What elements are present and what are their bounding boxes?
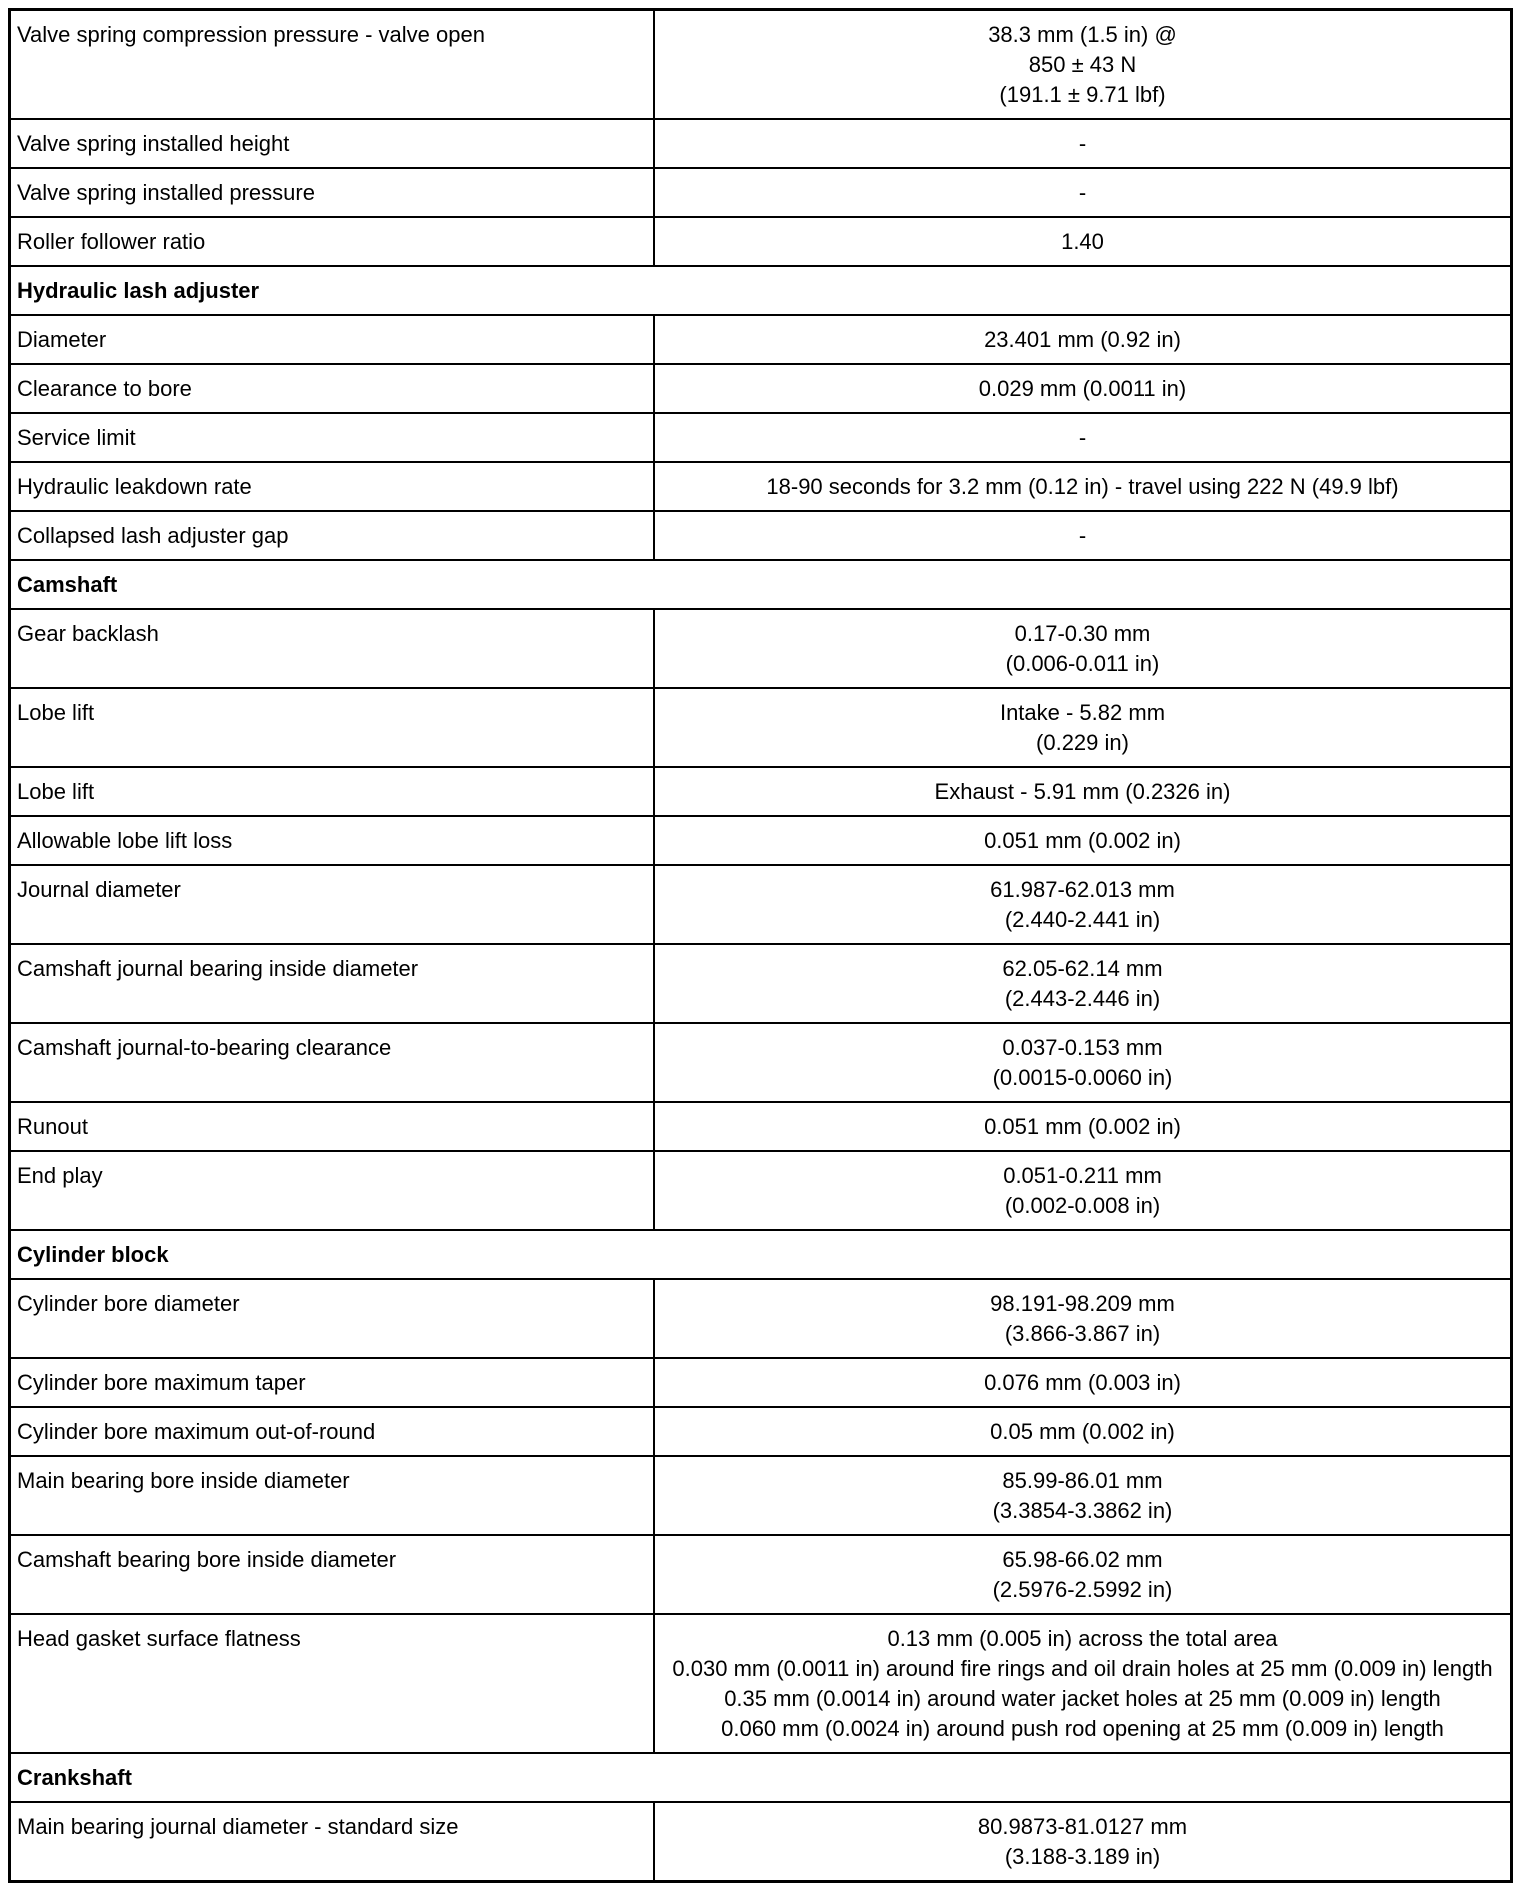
spec-value-line: - <box>1078 180 1087 205</box>
spec-label: Valve spring installed height <box>10 119 655 168</box>
spec-value <box>654 1456 1512 1535</box>
spec-value-line: 0.35 mm (0.0014 in) around water jacket holes at 25 mm (0.009 in) length <box>724 1686 1441 1711</box>
section-header-row <box>10 1753 1512 1802</box>
spec-row <box>10 119 1512 168</box>
spec-value <box>654 511 1512 560</box>
spec-row <box>10 168 1512 217</box>
spec-value-line: 80.9873-81.0127 mm <box>977 1814 1188 1839</box>
spec-label: Camshaft journal-to-bearing clearance <box>10 1023 655 1102</box>
spec-label: Valve spring compression pressure - valve open <box>10 10 655 120</box>
spec-row <box>10 1102 1512 1151</box>
spec-value <box>654 688 1512 767</box>
section-title: Hydraulic lash adjuster <box>10 266 1512 315</box>
spec-row <box>10 413 1512 462</box>
spec-value-line: - <box>1078 131 1087 156</box>
specification-table-body <box>10 10 1512 1882</box>
spec-value-line: 0.17-0.30 mm <box>1014 621 1151 646</box>
section-header-row <box>10 1230 1512 1279</box>
spec-row <box>10 609 1512 688</box>
spec-value <box>654 1023 1512 1102</box>
spec-row <box>10 816 1512 865</box>
spec-row <box>10 767 1512 816</box>
spec-label: Hydraulic leakdown rate <box>10 462 655 511</box>
spec-value-line: 0.030 mm (0.0011 in) around fire rings and oil drain holes at 25 mm (0.009 in) length <box>672 1656 1493 1681</box>
section-header-row <box>10 560 1512 609</box>
spec-document <box>8 8 1513 1883</box>
spec-value-line: (0.006-0.011 in) <box>1005 651 1160 676</box>
spec-value-line: 0.051 mm (0.002 in) <box>984 1114 1181 1139</box>
spec-value-line: 0.076 mm (0.003 in) <box>984 1370 1181 1395</box>
spec-label: Lobe lift <box>10 767 655 816</box>
spec-value-line: 0.060 mm (0.0024 in) around push rod opening at 25 mm (0.009 in) length <box>721 1716 1444 1741</box>
spec-value-line: 850 ± 43 N <box>1028 52 1137 77</box>
spec-label: Valve spring installed pressure <box>10 168 655 217</box>
spec-row <box>10 1614 1512 1753</box>
spec-value-line: (2.440-2.441 in) <box>1004 907 1161 932</box>
spec-row <box>10 315 1512 364</box>
spec-label: Journal diameter <box>10 865 655 944</box>
spec-value <box>654 865 1512 944</box>
section-title: Camshaft <box>10 560 1512 609</box>
spec-value-line: (0.229 in) <box>1036 730 1129 755</box>
spec-value-line: (0.002-0.008 in) <box>1004 1193 1161 1218</box>
spec-row <box>10 865 1512 944</box>
spec-row <box>10 1802 1512 1882</box>
spec-label: Cylinder bore maximum taper <box>10 1358 655 1407</box>
spec-value <box>654 462 1512 511</box>
spec-value <box>654 609 1512 688</box>
spec-value <box>654 1151 1512 1230</box>
spec-label: Gear backlash <box>10 609 655 688</box>
spec-label: Main bearing journal diameter - standard size <box>10 1802 655 1882</box>
spec-value-line: (2.5976-2.5992 in) <box>992 1577 1173 1602</box>
spec-label: Camshaft bearing bore inside diameter <box>10 1535 655 1614</box>
spec-row <box>10 1023 1512 1102</box>
spec-value-line: 0.05 mm (0.002 in) <box>990 1419 1175 1444</box>
spec-row <box>10 217 1512 266</box>
spec-value <box>654 413 1512 462</box>
spec-value-line: Intake - 5.82 mm <box>999 700 1166 725</box>
spec-row <box>10 1535 1512 1614</box>
spec-value <box>654 1102 1512 1151</box>
spec-value-line: 0.037-0.153 mm <box>1002 1035 1163 1060</box>
spec-label: Head gasket surface flatness <box>10 1614 655 1753</box>
spec-label: Runout <box>10 1102 655 1151</box>
spec-label: Service limit <box>10 413 655 462</box>
spec-value-line: (3.188-3.189 in) <box>1004 1844 1161 1869</box>
spec-row <box>10 364 1512 413</box>
spec-value-line: (191.1 ± 9.71 lbf) <box>999 82 1166 107</box>
spec-row <box>10 944 1512 1023</box>
spec-value <box>654 1407 1512 1456</box>
spec-value <box>654 767 1512 816</box>
spec-value-line: 1.40 <box>1061 229 1104 254</box>
section-title: Cylinder block <box>10 1230 1512 1279</box>
spec-row <box>10 1407 1512 1456</box>
spec-value-line: 0.051-0.211 mm <box>1003 1163 1162 1188</box>
spec-value-line: Exhaust - 5.91 mm (0.2326 in) <box>934 779 1231 804</box>
spec-value <box>654 1358 1512 1407</box>
spec-value-line: 61.987-62.013 mm <box>990 877 1175 902</box>
spec-value-line: 98.191-98.209 mm <box>990 1291 1175 1316</box>
section-title: Crankshaft <box>10 1753 1512 1802</box>
spec-label: Collapsed lash adjuster gap <box>10 511 655 560</box>
spec-value-line: - <box>1078 523 1087 548</box>
spec-value-line: - <box>1078 425 1087 450</box>
spec-label: Cylinder bore diameter <box>10 1279 655 1358</box>
specification-table <box>8 8 1513 1883</box>
spec-row <box>10 1358 1512 1407</box>
spec-label: Main bearing bore inside diameter <box>10 1456 655 1535</box>
spec-value-line: 85.99-86.01 mm <box>1002 1468 1163 1493</box>
spec-value-line: 0.13 mm (0.005 in) across the total area <box>887 1626 1278 1651</box>
spec-value <box>654 119 1512 168</box>
spec-value <box>654 217 1512 266</box>
spec-value <box>654 1279 1512 1358</box>
spec-value-line: (3.3854-3.3862 in) <box>992 1498 1173 1523</box>
spec-value-line: 23.401 mm (0.92 in) <box>984 327 1181 352</box>
spec-value-line: 0.051 mm (0.002 in) <box>984 828 1181 853</box>
spec-value <box>654 364 1512 413</box>
spec-label: End play <box>10 1151 655 1230</box>
spec-row <box>10 10 1512 120</box>
spec-label: Lobe lift <box>10 688 655 767</box>
spec-value <box>654 168 1512 217</box>
spec-value <box>654 315 1512 364</box>
spec-label: Camshaft journal bearing inside diameter <box>10 944 655 1023</box>
spec-label: Allowable lobe lift loss <box>10 816 655 865</box>
spec-label: Clearance to bore <box>10 364 655 413</box>
spec-value-line: 62.05-62.14 mm <box>1002 956 1163 981</box>
spec-value-line: 65.98-66.02 mm <box>1002 1547 1163 1572</box>
spec-row <box>10 1456 1512 1535</box>
spec-value <box>654 1614 1512 1753</box>
spec-value-line: 38.3 mm (1.5 in) @ <box>988 22 1177 47</box>
spec-value <box>654 816 1512 865</box>
spec-value <box>654 944 1512 1023</box>
spec-value-line: (0.0015-0.0060 in) <box>992 1065 1173 1090</box>
spec-value-line: 18-90 seconds for 3.2 mm (0.12 in) - travel using 222 N (49.9 lbf) <box>766 474 1399 499</box>
spec-row <box>10 688 1512 767</box>
spec-row <box>10 462 1512 511</box>
spec-value-line: (3.866-3.867 in) <box>1004 1321 1161 1346</box>
spec-label: Cylinder bore maximum out-of-round <box>10 1407 655 1456</box>
section-header-row <box>10 266 1512 315</box>
spec-row <box>10 1279 1512 1358</box>
spec-label: Roller follower ratio <box>10 217 655 266</box>
spec-label: Diameter <box>10 315 655 364</box>
spec-row <box>10 511 1512 560</box>
spec-value-line: (2.443-2.446 in) <box>1004 986 1161 1011</box>
spec-value <box>654 10 1512 120</box>
spec-value-line: 0.029 mm (0.0011 in) <box>978 376 1187 401</box>
spec-value <box>654 1535 1512 1614</box>
spec-row <box>10 1151 1512 1230</box>
spec-value <box>654 1802 1512 1882</box>
